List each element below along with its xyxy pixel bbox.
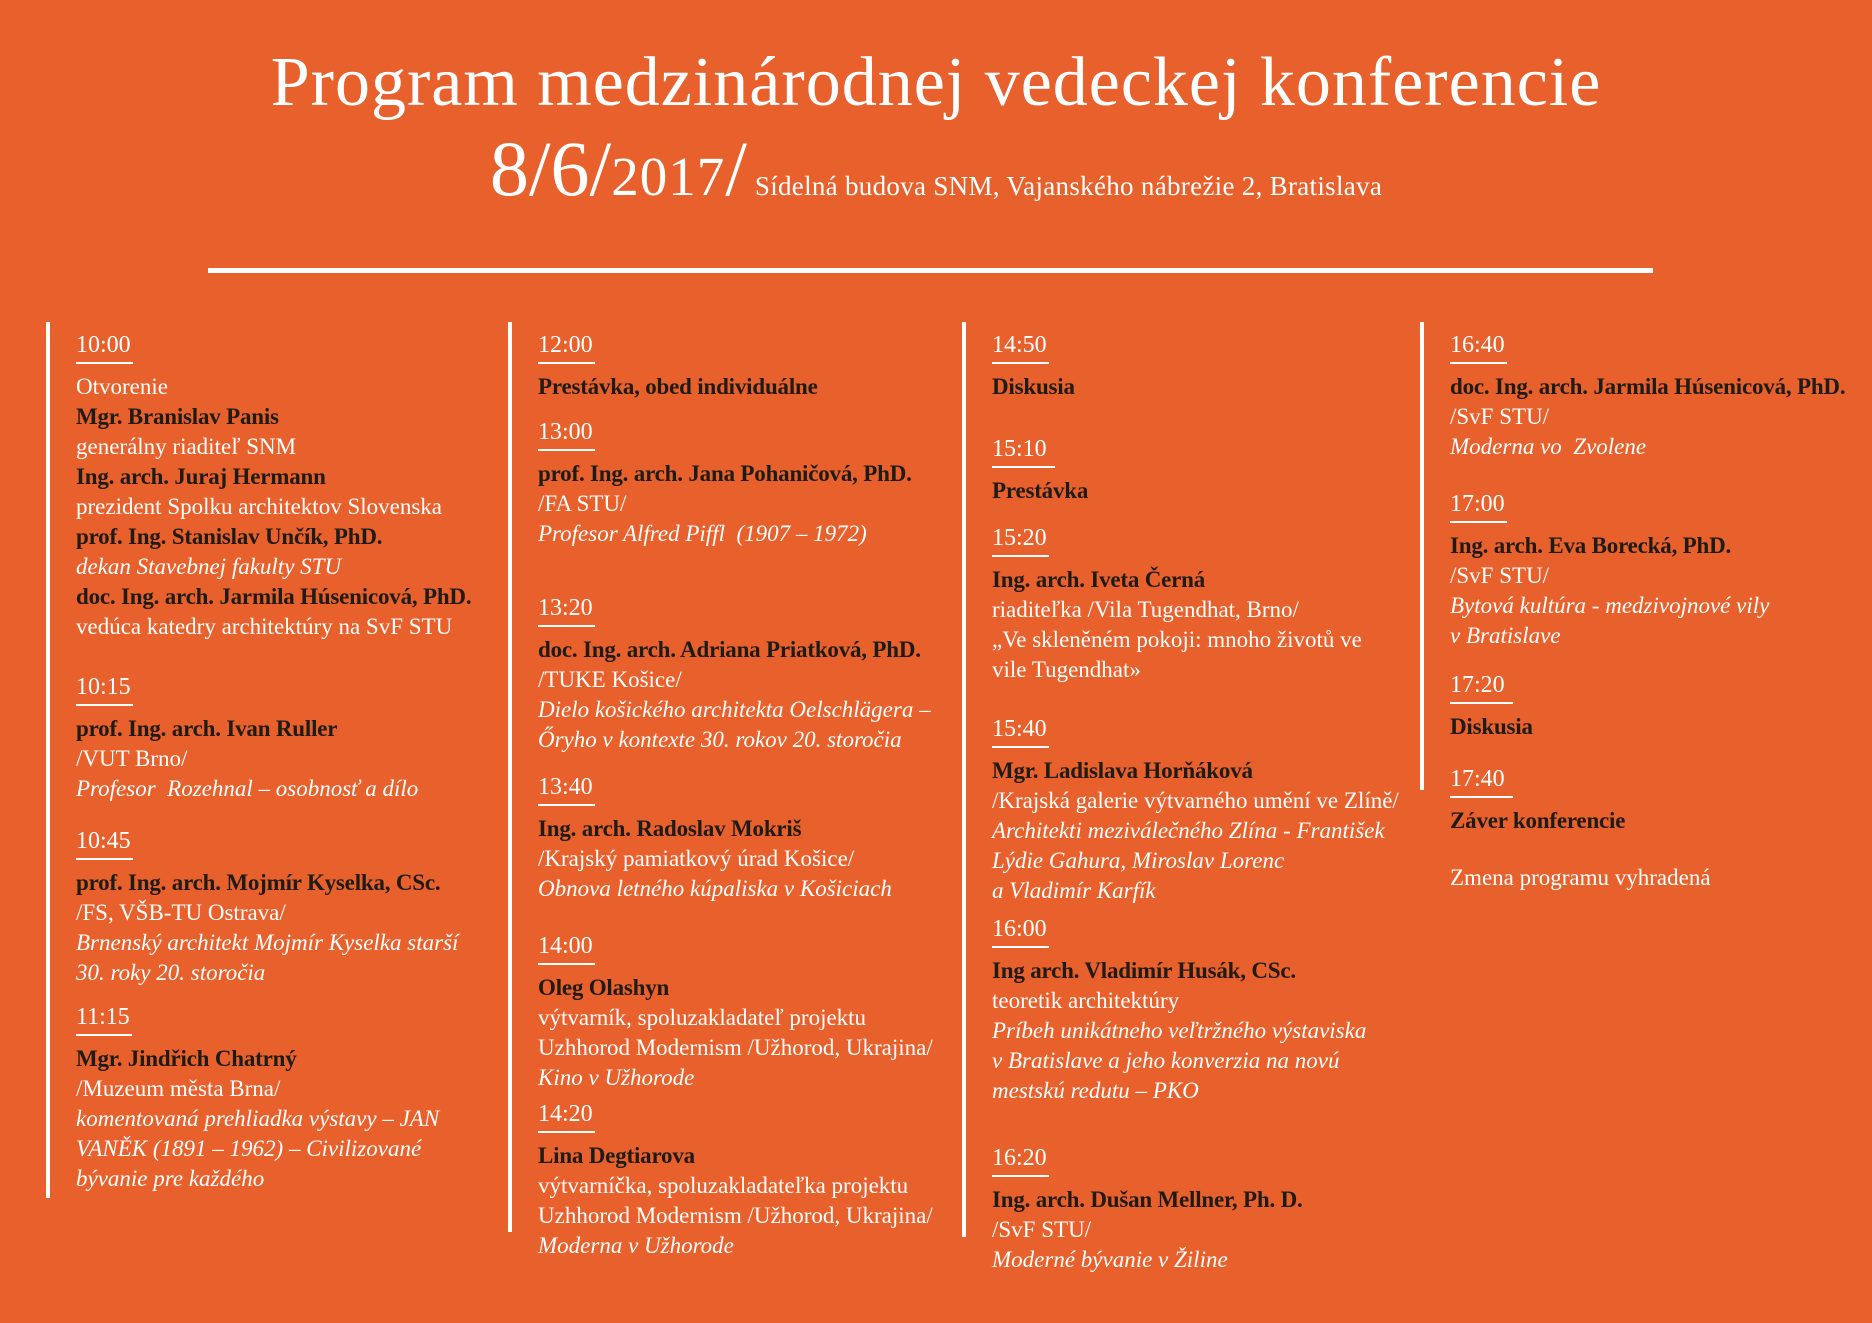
speaker-role: generálny riaditeľ SNM [76, 434, 297, 459]
program-session [76, 330, 498, 642]
session-time: 17:00 [1450, 489, 1507, 523]
talk-title: Architekti meziválečného Zlína - František [992, 818, 1385, 843]
speaker-name: doc. Ing. arch. Adriana Priatková, PhD. [538, 637, 921, 662]
session-time: 10:45 [76, 826, 133, 860]
talk-title: Obnova letného kúpaliska v Košiciach [538, 876, 892, 901]
speaker-name: Oleg Olashyn [538, 975, 670, 1000]
speaker-role: /SvF STU/ [1450, 563, 1550, 588]
speaker-role: /FA STU/ [538, 491, 627, 516]
talk-title: Lýdie Gahura, Miroslav Lorenc [992, 848, 1285, 873]
talk-title: Profesor Rozehnal – osobnosť a dílo [76, 776, 419, 801]
program-session [76, 672, 498, 804]
talk-title: VANĚK (1891 – 1962) – Civilizované [76, 1136, 422, 1161]
talk-title: 30. roky 20. storočia [76, 960, 266, 985]
session-time: 15:10 [992, 434, 1055, 468]
speaker-role: /SvF STU/ [1450, 404, 1550, 429]
note-text: „Ve skleněném pokoji: mnoho životů ve [992, 627, 1362, 652]
speaker-name: Ing. arch. Iveta Černá [992, 567, 1206, 592]
session-time-row [1450, 670, 1872, 704]
talk-title: Profesor Alfred Piffl (1907 – 1972) [538, 521, 867, 546]
session-time-row [992, 914, 1414, 948]
session-time: 13:20 [538, 593, 595, 627]
program-session [538, 593, 960, 755]
session-time-row [538, 330, 960, 364]
session-time-row [538, 1099, 960, 1133]
conference-title: Program medzinárodnej vedeckej konferencie [270, 44, 1602, 121]
session-time-row [1450, 489, 1872, 523]
program-column-4 [1420, 272, 1872, 893]
session-time-row [76, 826, 498, 860]
date-year: 2017 [611, 146, 726, 207]
program-session [992, 434, 1414, 506]
session-time-row [538, 772, 960, 806]
session-time-row [1450, 764, 1872, 798]
session-time: 13:00 [538, 417, 595, 451]
program-session [1450, 489, 1872, 651]
talk-title: dekan Stavebnej fakulty STU [76, 554, 342, 579]
speaker-role: Uzhhorod Modernism /Užhorod, Ukrajina/ [538, 1203, 933, 1228]
speaker-name: Diskusia [992, 374, 1075, 399]
speaker-name: doc. Ing. arch. Jarmila Húsenicová, PhD. [76, 584, 472, 609]
speaker-name: doc. Ing. arch. Jarmila Húsenicová, PhD. [1450, 374, 1846, 399]
speaker-name: Ing arch. Vladimír Husák, CSc. [992, 958, 1296, 983]
speaker-role: /Krajský pamiatkový úrad Košice/ [538, 846, 855, 871]
talk-title: Dielo košického architekta Oelschlägera – [538, 697, 931, 722]
speaker-name: Lina Degtiarova [538, 1143, 695, 1168]
speaker-name: prof. Ing. arch. Jana Pohaničová, PhD. [538, 461, 912, 486]
speaker-role: /VUT Brno/ [76, 746, 188, 771]
speaker-role: vedúca katedry architektúry na SvF STU [76, 614, 453, 639]
session-time: 15:20 [992, 523, 1049, 557]
session-time: 14:00 [538, 931, 595, 965]
session-time-row [992, 714, 1414, 748]
talk-title: Brnenský architekt Mojmír Kyselka starší [76, 930, 459, 955]
program-session [538, 772, 960, 904]
session-time-row [76, 330, 498, 364]
speaker-name: Ing. arch. Radoslav Mokriš [538, 816, 802, 841]
speaker-name: Ing. arch. Dušan Mellner, Ph. D. [992, 1187, 1303, 1212]
session-time: 10:00 [76, 330, 133, 364]
speaker-role: Uzhhorod Modernism /Užhorod, Ukrajina/ [538, 1035, 933, 1060]
speaker-name: prof. Ing. arch. Ivan Ruller [76, 716, 338, 741]
session-time: 16:40 [1450, 330, 1507, 364]
program-column-3 [962, 272, 1414, 1275]
session-time-row [992, 1143, 1414, 1177]
session-time: 14:50 [992, 330, 1049, 364]
program-column-2 [508, 272, 960, 1261]
session-time: 12:00 [538, 330, 595, 364]
date-day-month: 8/6/ [489, 125, 612, 212]
session-time-row [1450, 330, 1872, 364]
speaker-name: prof. Ing. Stanislav Unčík, PhD. [76, 524, 383, 549]
program-session [992, 914, 1414, 1106]
program-session [538, 1099, 960, 1261]
program-session [76, 1002, 498, 1194]
talk-title: mestskú redutu – PKO [992, 1078, 1199, 1103]
program-session [538, 417, 960, 549]
session-time: 14:20 [538, 1099, 595, 1133]
talk-title: Moderné bývanie v Žiline [992, 1247, 1228, 1272]
speaker-role: /Krajská galerie výtvarného umění ve Zlíně/ [992, 788, 1399, 813]
speaker-name: Prestávka, obed individuálne [538, 374, 818, 399]
session-time-row [76, 672, 498, 706]
speaker-role: výtvarníčka, spoluzakladateľka projektu [538, 1173, 909, 1198]
talk-title: Moderna vo Zvolene [1450, 434, 1647, 459]
program-session [76, 826, 498, 988]
speaker-name: Ing. arch. Eva Borecká, PhD. [1450, 533, 1732, 558]
speaker-role: výtvarník, spoluzakladateľ projektu [538, 1005, 867, 1030]
talk-title: v Bratislave a jeho konverzia na novú [992, 1048, 1340, 1073]
talk-title: Príbeh unikátneho veľtržného výstaviska [992, 1018, 1367, 1043]
session-time: 11:15 [76, 1002, 132, 1036]
session-time-row [992, 434, 1414, 468]
talk-title: a Vladimír Karfík [992, 878, 1156, 903]
speaker-name: Záver konferencie [1450, 808, 1626, 833]
program-session [1450, 764, 1872, 836]
session-time: 10:15 [76, 672, 133, 706]
speaker-name: Ing. arch. Juraj Hermann [76, 464, 326, 489]
column-divider-line [1420, 322, 1424, 790]
session-time: 17:40 [1450, 764, 1513, 798]
program-session [1450, 330, 1872, 462]
program-session [1450, 863, 1872, 893]
session-time-row [992, 330, 1414, 364]
speaker-name: Mgr. Branislav Panis [76, 404, 279, 429]
session-time: 15:40 [992, 714, 1049, 748]
venue-text: Sídelná budova SNM, Vajanského nábrežie 2, Bratislava [754, 171, 1383, 201]
column-divider-line [962, 322, 966, 1237]
note-text: vile Tugendhat» [992, 657, 1141, 682]
speaker-name: Diskusia [1450, 714, 1533, 739]
session-time-row [538, 417, 960, 451]
talk-title: v Bratislave [1450, 623, 1561, 648]
speaker-role: teoretik architektúry [992, 988, 1180, 1013]
program-session [992, 330, 1414, 402]
speaker-name: Mgr. Jindřich Chatrný [76, 1046, 297, 1071]
talk-title: komentovaná prehliadka výstavy – JAN [76, 1106, 440, 1131]
session-time: 16:20 [992, 1143, 1049, 1177]
talk-title: Moderna v Užhorode [538, 1233, 734, 1258]
session-time-row [538, 593, 960, 627]
speaker-role: /FS, VŠB-TU Ostrava/ [76, 900, 286, 925]
speaker-name: Mgr. Ladislava Horňáková [992, 758, 1253, 783]
program-column-1 [46, 272, 498, 1194]
session-time: 13:40 [538, 772, 595, 806]
program-session [1450, 670, 1872, 742]
session-time-row [538, 931, 960, 965]
talk-title: Bytová kultúra - medzivojnové vily [1450, 593, 1770, 618]
session-time: 16:00 [992, 914, 1049, 948]
speaker-role: /SvF STU/ [992, 1217, 1092, 1242]
speaker-name: prof. Ing. arch. Mojmír Kyselka, CSc. [76, 870, 441, 895]
speaker-role: prezident Spolku architektov Slovenska [76, 494, 443, 519]
speaker-role: /Muzeum města Brna/ [76, 1076, 281, 1101]
session-time-row [76, 1002, 498, 1036]
talk-title: Őryho v kontexte 30. rokov 20. storočia [538, 727, 902, 752]
note-text: Zmena programu vyhradená [1450, 865, 1711, 890]
column-divider-line [508, 322, 512, 1232]
session-time-row [992, 523, 1414, 557]
program-session [538, 931, 960, 1093]
note-text: Otvorenie [76, 374, 168, 399]
speaker-name: Prestávka [992, 478, 1089, 503]
program-session [992, 523, 1414, 685]
session-time: 17:20 [1450, 670, 1513, 704]
column-divider-line [46, 322, 50, 1198]
program-session [992, 714, 1414, 906]
date-slash: / [725, 125, 747, 212]
talk-title: bývanie pre každého [76, 1166, 265, 1191]
speaker-role: riaditeľka /Vila Tugendhat, Brno/ [992, 597, 1299, 622]
speaker-role: /TUKE Košice/ [538, 667, 682, 692]
program-session [992, 1143, 1414, 1275]
program-session [538, 330, 960, 402]
talk-title: Kino v Užhorode [538, 1065, 695, 1090]
